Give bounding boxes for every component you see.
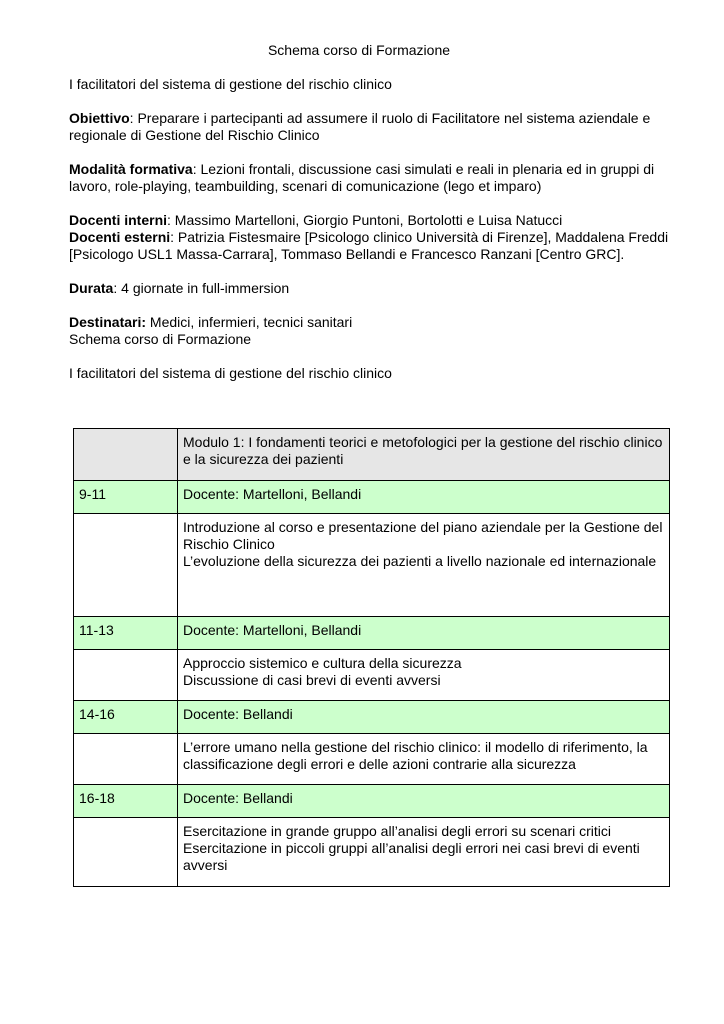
module-title-cell: Modulo 1: I fondamenti teorici e metofologici per la gestione del rischio clinico e la sicurezza dei pazienti <box>178 429 670 481</box>
module-header-empty-cell <box>74 429 178 481</box>
topic-line: Approccio sistemico e cultura della sicurezza <box>183 655 462 671</box>
document-body <box>69 42 669 382</box>
internal-teachers-paragraph <box>69 212 669 229</box>
slot-time-cell: 16-18 <box>74 785 178 818</box>
external-teachers-paragraph <box>69 229 669 263</box>
slot-topics-cell <box>178 734 670 785</box>
table-row <box>74 514 670 617</box>
topic-line: L’errore umano nella gestione del rischio clinico: il modello di riferimento, la classificazione degli errori e delle azioni contrarie alla sicurezza <box>183 739 648 772</box>
table-row <box>74 617 670 650</box>
table-row <box>74 785 670 818</box>
external-teachers-label: Docenti esterni <box>69 229 171 245</box>
document-subtitle: I facilitatori del sistema di gestione del rischio clinico <box>69 76 392 92</box>
slot-teacher-cell: Docente: Bellandi <box>178 785 670 818</box>
slot-empty-cell <box>74 514 178 617</box>
slot-empty-cell <box>74 650 178 701</box>
schedule-table <box>73 428 670 887</box>
audience-text: Medici, infermieri, tecnici sanitari <box>146 314 353 330</box>
slot-topics-cell <box>178 514 670 617</box>
mode-text: : Lezioni frontali, discussione casi simulati e reali in plenaria ed in gruppi di lavoro, role-playing, teambuilding, scenari di comunicazione (lego et imparo) <box>69 161 655 194</box>
internal-teachers-label: Docenti interni <box>69 212 168 228</box>
mode-paragraph <box>69 161 669 195</box>
slot-empty-cell <box>74 734 178 785</box>
topic-line: Introduzione al corso e presentazione del piano aziendale per la Gestione del Rischio Clinico <box>183 519 663 552</box>
table-row <box>74 701 670 734</box>
objective-text: : Preparare i partecipanti ad assumere il ruolo di Facilitatore nel sistema aziendale e regionale di Gestione del Rischio Clinico <box>69 110 651 143</box>
slot-time-cell: 14-16 <box>74 701 178 734</box>
internal-teachers-text: : Massimo Martelloni, Giorgio Puntoni, Bortolotti e Luisa Natucci <box>167 212 563 228</box>
table-row <box>74 818 670 887</box>
external-teachers-text: : Patrizia Fistesmaire [Psicologo clinico Università di Firenze], Maddalena Freddi [Psicologo USL1 Massa-Carrara], Tommaso Bellandi e Francesco Ranzani [Centro GRC]. <box>69 229 669 262</box>
duration-paragraph <box>69 280 669 297</box>
table-row <box>74 734 670 785</box>
topic-line: Discussione di casi brevi di eventi avversi <box>183 672 441 688</box>
audience-label: Destinatari: <box>69 314 147 330</box>
document-title-repeat: Schema corso di Formazione <box>69 331 252 347</box>
duration-text: : 4 giornate in full-immersion <box>113 280 290 296</box>
duration-label: Durata <box>69 280 114 296</box>
slot-teacher-cell: Docente: Martelloni, Bellandi <box>178 617 670 650</box>
slot-empty-cell <box>74 818 178 887</box>
mode-label: Modalità formativa <box>69 161 193 177</box>
topic-line: Esercitazione in piccoli gruppi all’analisi degli errori nei casi brevi di eventi avversi <box>183 840 640 873</box>
module-header-row <box>74 429 670 481</box>
topic-line: L’evoluzione della sicurezza dei pazienti a livello nazionale ed internazionale <box>183 553 657 569</box>
slot-teacher-cell: Docente: Bellandi <box>178 701 670 734</box>
slot-topics-cell <box>178 650 670 701</box>
topic-line: Esercitazione in grande gruppo all’analisi degli errori su scenari critici <box>183 823 611 839</box>
document-subtitle-repeat: I facilitatori del sistema di gestione del rischio clinico <box>69 365 392 381</box>
audience-paragraph <box>69 314 669 331</box>
table-row <box>74 650 670 701</box>
slot-topics-cell <box>178 818 670 887</box>
table-row <box>74 481 670 514</box>
objective-label: Obiettivo <box>69 110 130 126</box>
slot-time-cell: 9-11 <box>74 481 178 514</box>
slot-time-cell: 11-13 <box>74 617 178 650</box>
objective-paragraph <box>69 110 669 144</box>
slot-teacher-cell: Docente: Martelloni, Bellandi <box>178 481 670 514</box>
document-title: Schema corso di Formazione <box>267 42 451 58</box>
